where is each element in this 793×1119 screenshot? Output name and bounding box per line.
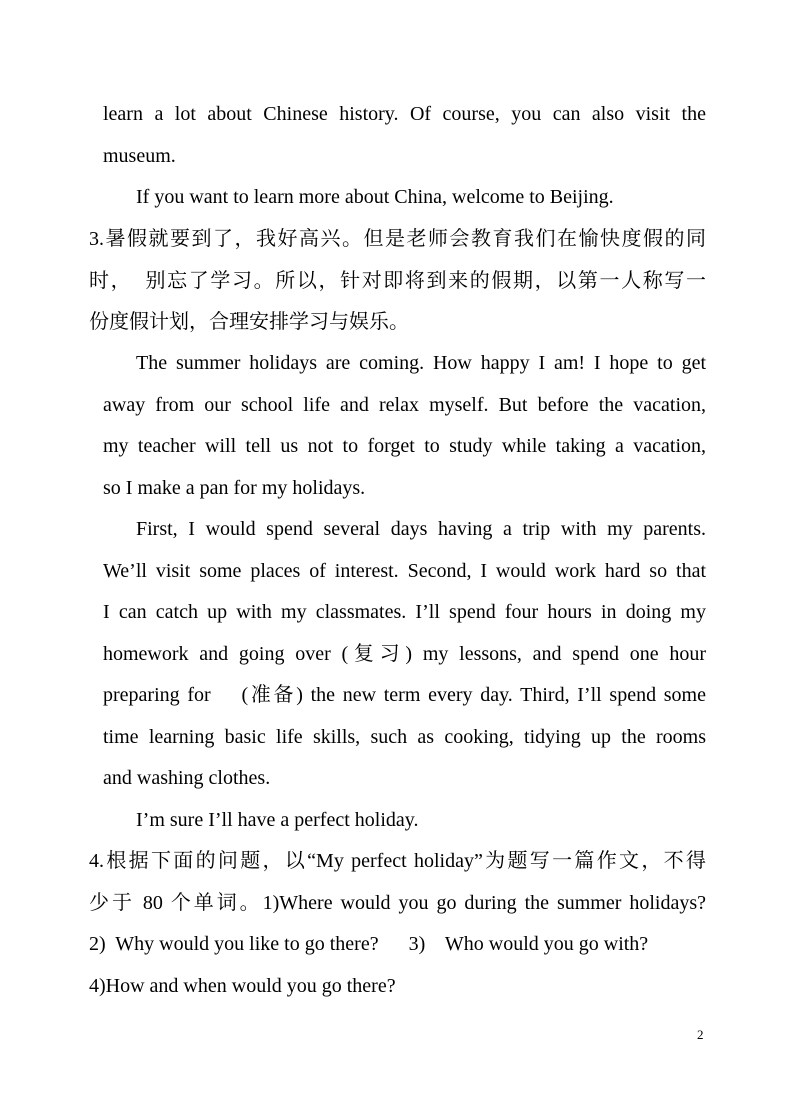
text-line: homework and going over (复习) my lessons, and spend one hour: [103, 643, 706, 665]
text-line: learn a lot about Chinese history. Of course, you can also visit the: [103, 103, 706, 125]
text-line: and washing clothes.: [103, 767, 271, 789]
page-number: 2: [697, 1027, 704, 1042]
question-4-line: 2) Why would you like to go there? 3) Who would you go with?: [89, 933, 649, 955]
text-line: preparing for (准备) the new term every day. Third, I’ll spend some: [103, 684, 706, 706]
text-line: If you want to learn more about China, welcome to Beijing.: [136, 186, 614, 208]
question-4-line: 4.根据下面的问题，以“My perfect holiday”为题写一篇作文，不得: [89, 850, 706, 872]
text-line: First, I would spend several days having a trip with my parents.: [136, 518, 706, 540]
question-4-line: 4)How and when would you go there?: [89, 975, 396, 997]
question-3-line: 份度假计划，合理安排学习与娱乐。: [89, 311, 409, 333]
question-3-line: 3.暑假就要到了，我好高兴。但是老师会教育我们在愉快度假的同: [89, 228, 706, 250]
text-line: I can catch up with my classmates. I’ll spend four hours in doing my: [103, 601, 706, 623]
text-line: time learning basic life skills, such as cooking, tidying up the rooms: [103, 726, 706, 748]
question-3-line: 时， 别忘了学习。所以，针对即将到来的假期，以第一人称写一: [89, 270, 706, 292]
question-4-line: 少于 80 个单词。1)Where would you go during the summer holidays?: [89, 892, 706, 914]
text-line: I’m sure I’ll have a perfect holiday.: [136, 809, 419, 831]
text-line: We’ll visit some places of interest. Second, I would work hard so that: [103, 560, 706, 582]
text-line: my teacher will tell us not to forget to study while taking a vacation,: [103, 435, 706, 457]
text-line: away from our school life and relax myself. But before the vacation,: [103, 394, 706, 416]
text-line: so I make a pan for my holidays.: [103, 477, 366, 499]
text-line: The summer holidays are coming. How happy I am! I hope to get: [136, 352, 706, 374]
text-line: museum.: [103, 145, 176, 167]
